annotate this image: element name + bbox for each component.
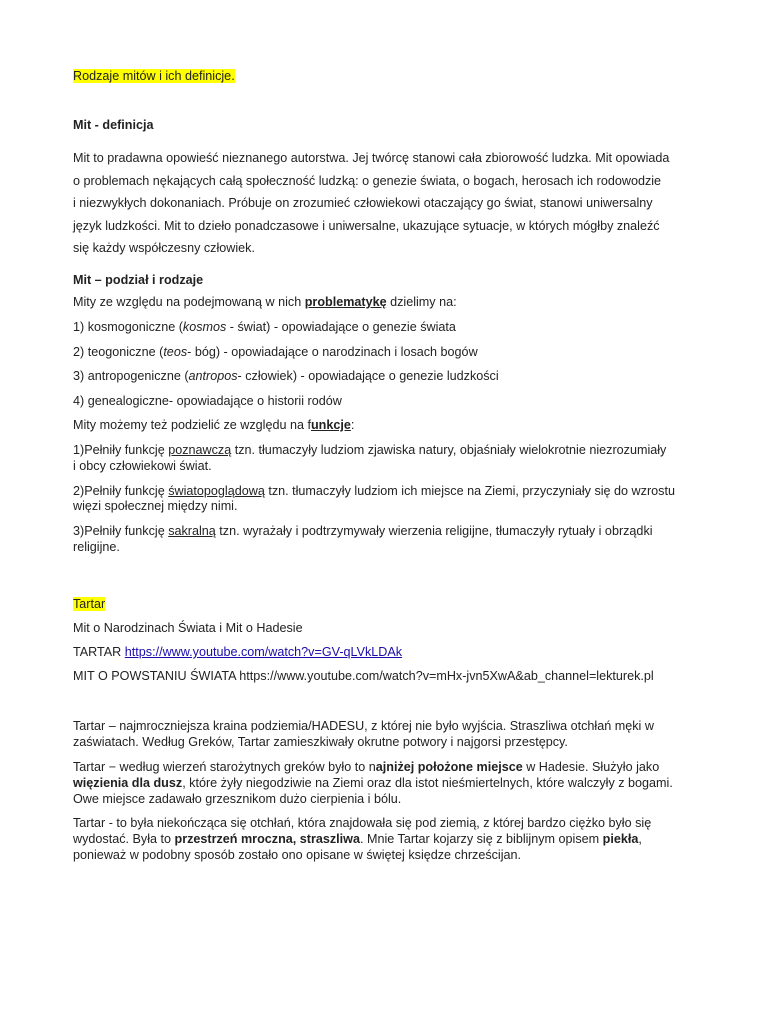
function-item: 1)Pełniły funkcję poznawczą tzn. tłumaczyły ludziom zjawiska natury, objaśniały wielokrotnie niezrozumiały bbox=[73, 443, 667, 457]
paragraph-line: ponieważ w podobny sposób zostało ono opisane w świętej księdze chrześcijan. bbox=[73, 848, 522, 862]
division-heading: Mit – podział i rodzaje bbox=[73, 273, 204, 287]
definition-line: język ludzkości. Mit to dzieło ponadczasowe i uniwersalne, ukazujące sytuacje, w których mógłby znaleźć bbox=[73, 219, 660, 233]
problematics-term: problematykę bbox=[304, 295, 387, 309]
paragraph-line: Owe miejsce zadawało grzesznikom dużo cierpienia i bólu. bbox=[73, 792, 402, 806]
paragraph-line: więzienia dla dusz, które żyły niegodziwie na Ziemi oraz dla istot nieśmiertelnych, które walczyły z bogami. bbox=[73, 776, 673, 790]
functions-term: unkcje bbox=[310, 418, 351, 432]
myth-type-item: 4) genealogiczne- opowiadające o historii rodów bbox=[73, 394, 342, 408]
definition-line: Mit to pradawna opowieść nieznanego autorstwa. Jej twórcę stanowi cała zbiorowość ludzka. Mit opowiada bbox=[73, 151, 670, 165]
functions-line: Mity możemy też podzielić ze względu na funkcje: bbox=[73, 418, 355, 432]
definition-line: i niezwykłych dokonaniach. Próbuje on zrozumieć człowiekowi otaczający go świat, stanowi uniwersalny bbox=[73, 196, 653, 210]
document-title: Rodzaje mitów i ich definicje. bbox=[73, 69, 235, 83]
function-item-cont: więzi społecznej między nimi. bbox=[73, 499, 238, 513]
myth-type-item: 3) antropogeniczne (antropos- człowiek) - opowiadające o genezie ludzkości bbox=[73, 369, 499, 383]
paragraph-line: Tartar - to była niekończąca się otchłań, która znajdowała się pod ziemią, z której bardzo ciężko było się bbox=[73, 816, 652, 830]
creation-video-url[interactable]: https://www.youtube.com/watch?v=mHx-jvn5XwA&ab_channel=lekturek.pl bbox=[239, 669, 654, 683]
definition-line: się każdy współczesny człowiek. bbox=[73, 241, 255, 255]
function-item-cont: religijne. bbox=[73, 540, 120, 554]
definition-line: o problemach nękających całą społeczność ludzką: o genezie świata, o bogach, herosach ich rodowodzie bbox=[73, 174, 662, 188]
definition-heading: Mit - definicja bbox=[73, 118, 154, 132]
paragraph-line: Tartar – najmroczniejsza kraina podziemia/HADESU, z której nie było wyjścia. Straszliwa otchłań męki w bbox=[73, 719, 654, 733]
function-item: 2)Pełniły funkcję światopoglądową tzn. tłumaczyły ludziom ich miejsce na Ziemi, przyczyniały się do wzrostu bbox=[73, 484, 675, 498]
tartar-video-link[interactable]: https://www.youtube.com/watch?v=GV-qLVkLDAk bbox=[124, 645, 403, 659]
creation-link-line: MIT O POWSTANIU ŚWIATA https://www.youtube.com/watch?v=mHx-jvn5XwA&ab_channel=lekturek.pl bbox=[73, 669, 654, 683]
paragraph-line: zaświatach. Według Greków, Tartar zamieszkiwały okrutne potwory i najgorsi przestępcy. bbox=[73, 735, 568, 749]
myth-type-item: 2) teogoniczne (teos- bóg) - opowiadające o narodzinach i losach bogów bbox=[73, 345, 478, 359]
function-item: 3)Pełniły funkcję sakralną tzn. wyrażały i podtrzymywały wierzenia religijne, tłumaczyły rytuały i obrządki bbox=[73, 524, 653, 538]
problematics-line: Mity ze względu na podejmowaną w nich problematykę dzielimy na: bbox=[73, 295, 457, 309]
tartar-heading: Tartar bbox=[73, 597, 106, 611]
tartar-link-line: TARTAR https://www.youtube.com/watch?v=GV-qLVkLDAk bbox=[73, 645, 403, 659]
paragraph-line: wydostać. Była to przestrzeń mroczna, straszliwa. Mnie Tartar kojarzy się z biblijnym opisem piekła, bbox=[73, 832, 642, 846]
paragraph-line: Tartar − według wierzeń starożytnych greków było to najniżej położone miejsce w Hadesie. Służyło jako bbox=[73, 760, 660, 774]
tartar-subtitle: Mit o Narodzinach Świata i Mit o Hadesie bbox=[73, 621, 303, 635]
function-item-cont: i obcy człowiekowi świat. bbox=[73, 459, 212, 473]
myth-type-item: 1) kosmogoniczne (kosmos - świat) - opowiadające o genezie świata bbox=[73, 320, 456, 334]
